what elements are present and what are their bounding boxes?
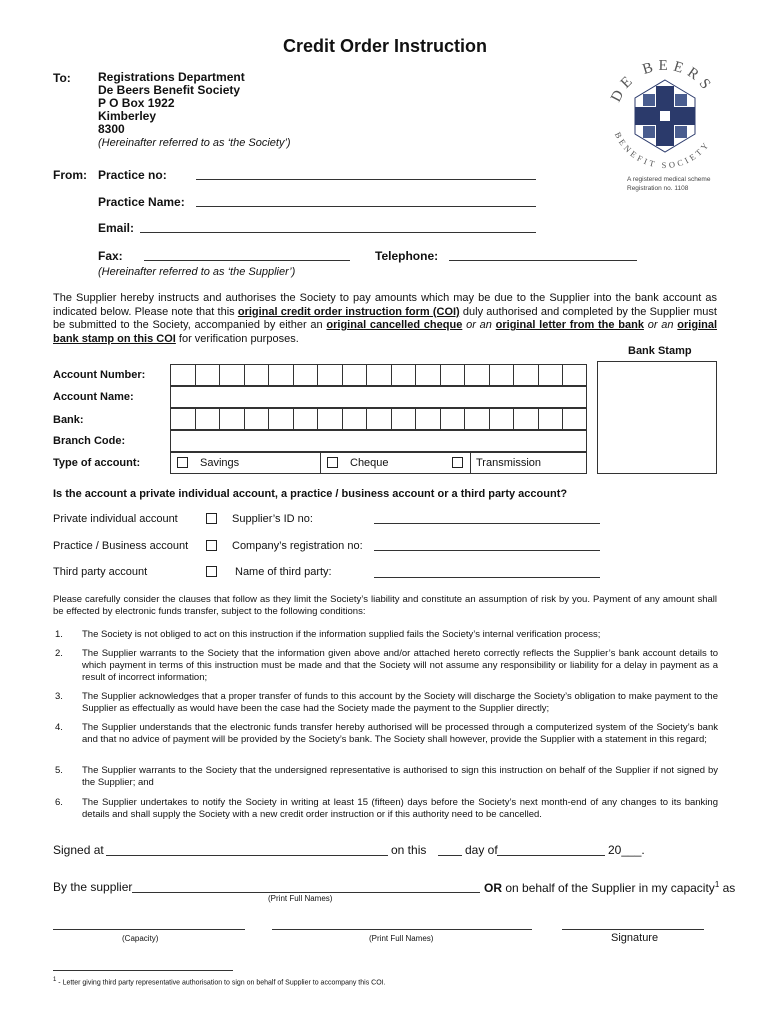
savings-checkbox[interactable] <box>177 457 188 468</box>
digit-cell[interactable] <box>268 364 293 386</box>
digit-cell[interactable] <box>415 364 440 386</box>
clause-number: 4. <box>55 722 63 733</box>
char-cell[interactable] <box>464 408 489 430</box>
digit-cell[interactable] <box>317 364 342 386</box>
clause-text: The Supplier warrants to the Society that the undersigned representative is authorised to sign this instruction on behalf of the Supplier if not signed by the Supplier; and <box>82 765 718 788</box>
supplier-id-label: Supplier’s ID no: <box>232 513 313 525</box>
char-cell[interactable] <box>195 408 220 430</box>
page-title: Credit Order Instruction <box>282 36 488 56</box>
bank-stamp-box[interactable] <box>597 361 717 474</box>
practice-no-label: Practice no: <box>98 168 167 182</box>
char-cell[interactable] <box>538 408 563 430</box>
digit-cell[interactable] <box>195 364 220 386</box>
third-party-account-label: Third party account <box>53 566 148 578</box>
third-party-name-label: Name of third party: <box>235 566 332 578</box>
by-supplier-label: By the supplier <box>53 880 133 894</box>
clause-number: 5. <box>55 765 63 776</box>
capacity-field[interactable] <box>53 929 245 930</box>
conditions-intro: Please carefully consider the clauses that follow as they limit the Society’s liability and constitute an assumption of risk by you. Payment of any amount shall be effected by electronic funds transfer, subject to the following conditions: <box>53 594 717 617</box>
private-account-label: Private individual account <box>53 513 178 525</box>
footnote-rule <box>53 970 233 971</box>
account-kind-question: Is the account a private individual account, a practice / business account or a third party account? <box>53 488 568 500</box>
digit-cell[interactable] <box>513 364 538 386</box>
to-address-line: De Beers Benefit Society <box>98 83 241 97</box>
digit-cell[interactable] <box>391 364 416 386</box>
svg-text:DE BEERS: DE BEERS <box>608 57 717 105</box>
supplier-note: (Hereinafter referred to as ‘the Supplier’) <box>98 266 296 278</box>
digit-cell[interactable] <box>562 364 587 386</box>
digit-cell[interactable] <box>440 364 465 386</box>
intro-emphasis: original letter from the bank <box>495 319 644 331</box>
cheque-checkbox[interactable] <box>327 457 338 468</box>
from-label: From: <box>53 168 87 182</box>
or-capacity-text <box>484 880 735 895</box>
logo-subtitle: A registered medical scheme <box>627 176 711 183</box>
char-cell[interactable] <box>366 408 391 430</box>
savings-label: Savings <box>200 457 240 469</box>
email-label: Email: <box>98 221 135 235</box>
char-cell[interactable] <box>342 408 367 430</box>
char-cell[interactable] <box>219 408 244 430</box>
char-cell[interactable] <box>293 408 318 430</box>
third-party-account-checkbox[interactable] <box>206 566 217 577</box>
char-cell[interactable] <box>562 408 587 430</box>
branch-code-label: Branch Code: <box>53 435 126 447</box>
day-field[interactable] <box>438 855 462 856</box>
char-cell[interactable] <box>415 408 440 430</box>
practice-no-field[interactable] <box>196 179 536 180</box>
account-number-grid[interactable] <box>170 364 587 386</box>
footnote-marker: 1 <box>53 977 57 983</box>
intro-text: The Supplier hereby instructs and authorises the Society to pay amounts which may be due to the Supplier into the bank account as indicated below. Please note that this <box>53 292 717 318</box>
fax-label: Fax: <box>98 249 123 263</box>
company-registration-label: Company’s registration no: <box>232 540 363 552</box>
to-address-line: P O Box 1922 <box>98 96 175 110</box>
to-address-line: 8300 <box>98 122 125 136</box>
de-beers-logo <box>595 40 735 200</box>
char-cell[interactable] <box>244 408 269 430</box>
account-number-label: Account Number: <box>53 369 146 381</box>
third-party-name-field[interactable] <box>374 577 600 578</box>
clause-number: 1. <box>55 629 63 640</box>
practice-name-field[interactable] <box>196 206 536 207</box>
type-of-account-label: Type of account: <box>53 457 141 469</box>
digit-cell[interactable] <box>219 364 244 386</box>
clause-text: The Supplier understands that the electronic funds transfer hereby authorised will be processed through a computerized system of the Society’s bank and that no advice of payment will be provided by the Society’s bank. The Society shall however, provide the Supplier with a statement in this regard; <box>82 722 718 745</box>
char-cell[interactable] <box>440 408 465 430</box>
to-label: To: <box>53 71 71 85</box>
bank-label: Bank: <box>53 414 84 426</box>
email-field[interactable] <box>140 232 536 233</box>
type-divider <box>320 452 321 474</box>
fax-field[interactable] <box>144 260 350 261</box>
intro-emphasis: original credit order instruction form (COI) <box>237 305 460 318</box>
type-divider <box>470 452 471 474</box>
signed-at-label: Signed at <box>53 843 104 857</box>
intro-text: for verification purposes. <box>175 332 299 345</box>
private-account-checkbox[interactable] <box>206 513 217 524</box>
transmission-label: Transmission <box>476 457 541 469</box>
char-cell[interactable] <box>391 408 416 430</box>
char-cell[interactable] <box>513 408 538 430</box>
digit-cell[interactable] <box>170 364 195 386</box>
bank-name-grid[interactable] <box>170 408 587 430</box>
business-account-checkbox[interactable] <box>206 540 217 551</box>
society-note: (Hereinafter referred to as ‘the Society’) <box>98 137 291 149</box>
logo-registration: Registration no. 1108 <box>627 185 689 192</box>
digit-cell[interactable] <box>342 364 367 386</box>
clause-number: 6. <box>55 797 63 808</box>
intro-text: duly authorised and completed by the Supplier must be submitted to the Society, accompanied by either an <box>53 305 717 331</box>
clause-number: 2. <box>55 648 63 659</box>
clause-text: The Supplier acknowledges that a proper transfer of funds to this account by the Society will discharge the Society’s obligation to make payment to the Supplier as effectually as would have been the case had the Society made the payment to the Supplier directly; <box>82 691 718 714</box>
intro-emphasis: original bank stamp on this COI <box>53 319 718 345</box>
footnote-ref: 1 <box>714 880 720 889</box>
or-label: OR <box>484 881 502 895</box>
print-full-names-caption: (Print Full Names) <box>268 894 333 903</box>
char-cell[interactable] <box>268 408 293 430</box>
to-address-line: Kimberley <box>98 109 157 123</box>
clause-text: The Supplier undertakes to notify the Society in writing at least 15 (fifteen) days before the Society’s next month-end of any changes to its banking details and shall supply the Society with a new credit order instruction or if this authority need to be cancelled. <box>82 797 718 820</box>
year-label: 20___. <box>608 843 645 857</box>
on-this-label: on this <box>391 843 427 857</box>
transmission-checkbox[interactable] <box>452 457 463 468</box>
account-name-field[interactable] <box>170 386 587 408</box>
month-field[interactable] <box>497 855 605 856</box>
clause-text: The Society is not obliged to act on this instruction if the information supplied fails the Society’s internal verification process; <box>82 629 601 640</box>
digit-cell[interactable] <box>244 364 269 386</box>
account-name-label: Account Name: <box>53 391 134 403</box>
digit-cell[interactable] <box>366 364 391 386</box>
digit-cell[interactable] <box>464 364 489 386</box>
cheque-label: Cheque <box>350 457 389 469</box>
digit-cell[interactable] <box>538 364 563 386</box>
supplier-id-field[interactable] <box>374 523 600 524</box>
print-full-names-field[interactable] <box>272 929 532 930</box>
print-full-names-caption-2: (Print Full Names) <box>369 934 434 943</box>
signature-caption: Signature <box>611 932 659 944</box>
signature-field[interactable] <box>562 929 704 930</box>
intro-emphasis: original cancelled cheque <box>326 319 463 331</box>
capacity-caption: (Capacity) <box>122 934 159 943</box>
telephone-field[interactable] <box>449 260 637 261</box>
intro-text: or an <box>643 319 678 331</box>
char-cell[interactable] <box>170 408 195 430</box>
day-of-label: day of <box>465 843 498 857</box>
char-cell[interactable] <box>317 408 342 430</box>
clause-text: The Supplier warrants to the Society that the information given above and/or attached hereto correctly reflects the Supplier’s bank account details to which payment in terms of this instruction must be made and that the Society will not assume any responsibility or liability for a delay in payment as a result of incorrect information; <box>82 648 718 683</box>
footnote-text: - Letter giving third party representative authorisation to sign on behalf of Supplier to accompany this COI. <box>58 979 386 987</box>
intro-text: or an <box>462 319 496 331</box>
supplier-name-field[interactable] <box>132 892 480 893</box>
clause-number: 3. <box>55 691 63 702</box>
bank-stamp-label: Bank Stamp <box>628 345 692 357</box>
svg-text:BENEFIT SOCIETY: BENEFIT SOCIETY <box>612 130 712 171</box>
practice-name-label: Practice Name: <box>98 195 185 209</box>
signed-at-field[interactable] <box>106 855 388 856</box>
telephone-label: Telephone: <box>375 249 439 263</box>
digit-cell[interactable] <box>293 364 318 386</box>
digit-cell[interactable] <box>489 364 514 386</box>
to-address-line: Registrations Department <box>98 70 245 84</box>
as-text: as <box>722 881 736 895</box>
capacity-text: on behalf of the Supplier in my capacity <box>505 881 715 895</box>
branch-code-field[interactable] <box>170 430 587 452</box>
intro-paragraph <box>53 292 717 346</box>
footnote <box>53 977 386 986</box>
company-registration-field[interactable] <box>374 550 600 551</box>
business-account-label: Practice / Business account <box>53 540 189 552</box>
char-cell[interactable] <box>489 408 514 430</box>
